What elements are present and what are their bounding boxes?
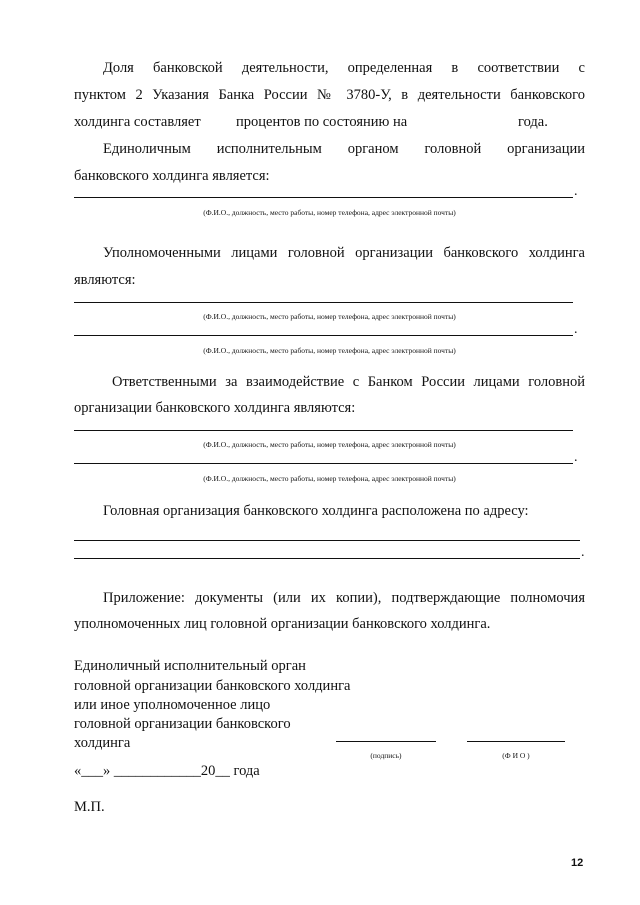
fill-line-authorized-1 xyxy=(74,302,573,303)
line-period: . xyxy=(581,545,585,560)
caption-responsible-1: (Ф.И.О., должность, место работы, номер телефона, адрес электронной почты) xyxy=(203,440,456,449)
appendix-line2: уполномоченных лиц головной организации банковского холдинга. xyxy=(74,616,491,632)
caption-authorized-2: (Ф.И.О., должность, место работы, номер телефона, адрес электронной почты) xyxy=(203,346,456,355)
fill-line-address-2 xyxy=(74,558,580,559)
para4-line2: организации банковского холдинга являются: xyxy=(74,400,356,416)
caption-authorized-1: (Ф.И.О., должность, место работы, номер телефона, адрес электронной почты) xyxy=(203,312,456,321)
stamp-label: М.П. xyxy=(74,799,105,815)
para1-line3-a: холдинга составляет xyxy=(74,114,201,130)
signature-line xyxy=(336,741,436,742)
para2-line2: банковского холдинга является: xyxy=(74,168,270,184)
fill-line-responsible-1 xyxy=(74,430,573,431)
para3-line2: являются: xyxy=(74,272,136,288)
para1-line3-b: процентов по состоянию на xyxy=(236,114,408,130)
name-caption: (Ф И О ) xyxy=(502,751,530,760)
signatory-line5: холдинга xyxy=(74,735,131,751)
signatory-line2: головной организации банковского холдинга xyxy=(74,678,351,694)
signatory-line3: или иное уполномоченное лицо xyxy=(74,697,271,713)
name-line xyxy=(467,741,565,742)
para5-address: Головная организация банковского холдинга расположена по адресу: xyxy=(103,503,529,519)
line-period: . xyxy=(574,450,578,465)
para1-line1: Доля банковской деятельности, определенная в соответствии с xyxy=(103,60,585,76)
signatory-line4: головной организации банковского xyxy=(74,716,291,732)
signatory-line1: Единоличный исполнительный орган xyxy=(74,658,306,674)
caption-responsible-2: (Ф.И.О., должность, место работы, номер телефона, адрес электронной почты) xyxy=(203,474,456,483)
caption-executive: (Ф.И.О., должность, место работы, номер телефона, адрес электронной почты) xyxy=(203,208,456,217)
fill-line-executive xyxy=(74,197,573,198)
fill-line-address-1 xyxy=(74,540,580,541)
para4-line1: Ответственными за взаимодействие с Банком России лицами головной xyxy=(112,374,585,390)
para2-line1: Единоличным исполнительным органом головной организации xyxy=(103,141,585,157)
para1-line2: пунктом 2 Указания Банка России № 3780-У, в деятельности банковского xyxy=(74,87,585,103)
signature-caption: (подпись) xyxy=(370,751,402,760)
page-number: 12 xyxy=(571,857,584,869)
date-line: «___» ____________20__ года xyxy=(74,763,260,779)
appendix-line1: Приложение: документы (или их копии), подтверждающие полномочия xyxy=(103,590,585,606)
fill-line-responsible-2 xyxy=(74,463,573,464)
para3-line1: Уполномоченными лицами головной организации банковского холдинга xyxy=(103,245,585,261)
line-period: . xyxy=(574,184,578,199)
line-period: . xyxy=(574,322,578,337)
para1-line3-c: года. xyxy=(518,114,548,130)
fill-line-authorized-2 xyxy=(74,335,573,336)
